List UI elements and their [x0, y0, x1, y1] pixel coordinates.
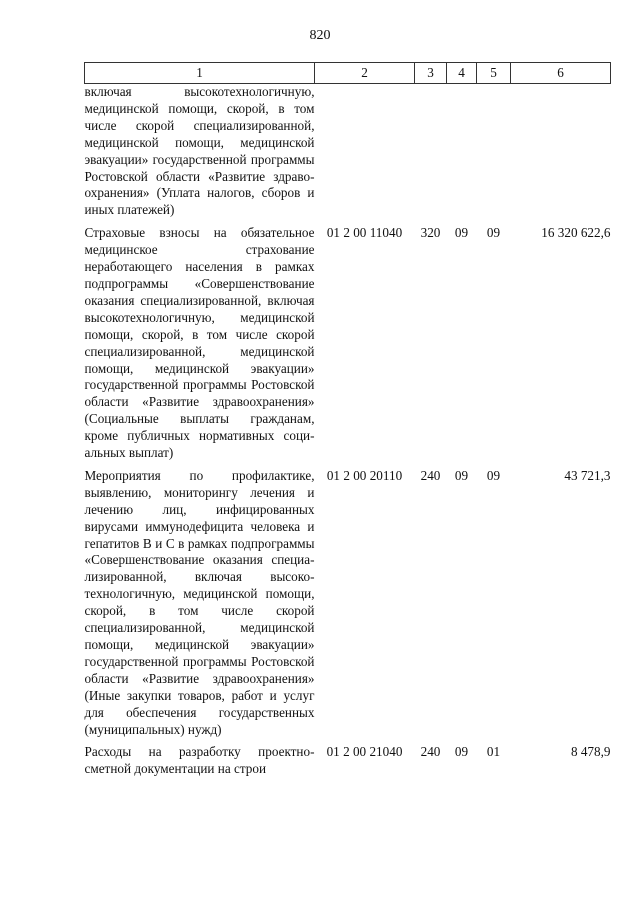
- table-row: [85, 84, 611, 220]
- row-section: [447, 84, 477, 220]
- row-target-code: 01 2 00 11040: [326, 225, 403, 241]
- row-description: Мероприятия по профилактике, выявлению, мониторингу лечения и лечению лиц, инфицированных вирусами иммунодефицита человека и гепатитов B и C в рамках подпрограммы «Совершенствование оказания специализированной, включая высокотехнологичную, медицинской помощи, скорой, в том числе скорой специализированной, медицинской помощи, медицинской эвакуации» государственной программы Ростовской области «Развитие здравоохранения» (Иные закупки товаров, работ и услуг для обеспечения государственных (муниципальных) нужд): [84, 467, 315, 737]
- row-target-code: [315, 84, 415, 220]
- row-section: 09: [454, 467, 469, 483]
- row-section: 09: [454, 225, 469, 241]
- row-subsection: 09: [486, 225, 501, 241]
- column-header-4: 4: [447, 63, 477, 84]
- row-expense-type: [415, 84, 447, 220]
- row-amount: 43 721,3: [564, 467, 611, 483]
- row-subsection: 09: [486, 467, 501, 483]
- row-amount: [511, 84, 611, 220]
- table-row: [85, 468, 611, 739]
- row-section: 09: [454, 744, 469, 760]
- row-expense-type: 240: [420, 744, 441, 760]
- row-description: включая высокотехнологичную, медицинской помощи, скорой, в том числе скорой специализированной, медицинской помощи, медицинской эвакуации» государственной программы Ростовской области «Развитие здравоохранения» (Уплата налогов, сборов и иных платежей): [84, 84, 315, 218]
- row-description: Страховые взносы на обязательное медицинское страхование неработающего населения в рамках подпрограммы «Совершенствование оказания специализированной, включая высокотехнологичную, медицинской помощи, скорой, в том числе скорой специализированной, медицинской помощи, медицинской эвакуации» государственной программы Ростовской области «Развитие здравоохранения» (Социальные выплаты гражданам, кроме публичных нормативных социальных выплат): [84, 225, 315, 461]
- row-amount: 8 478,9: [570, 744, 611, 760]
- column-header-6: 6: [511, 63, 611, 84]
- row-target-code: 01 2 00 20110: [326, 467, 403, 483]
- table-row: [85, 225, 611, 462]
- row-target-code: 01 2 00 21040: [326, 744, 403, 760]
- column-header-3: 3: [415, 63, 447, 84]
- row-subsection: [477, 84, 511, 220]
- table-row: [85, 744, 611, 778]
- budget-table: [84, 62, 611, 778]
- row-subsection: 01: [486, 744, 501, 760]
- row-amount: 16 320 622,6: [541, 225, 611, 241]
- page-number: 820: [309, 28, 331, 43]
- row-expense-type: 240: [420, 467, 441, 483]
- column-header-2: 2: [315, 63, 415, 84]
- table-header-row: [85, 63, 611, 84]
- column-header-1: 1: [85, 63, 315, 84]
- row-description: Расходы на разработку проектносметной документации на строи: [84, 744, 315, 777]
- row-expense-type: 320: [420, 225, 441, 241]
- column-header-5: 5: [477, 63, 511, 84]
